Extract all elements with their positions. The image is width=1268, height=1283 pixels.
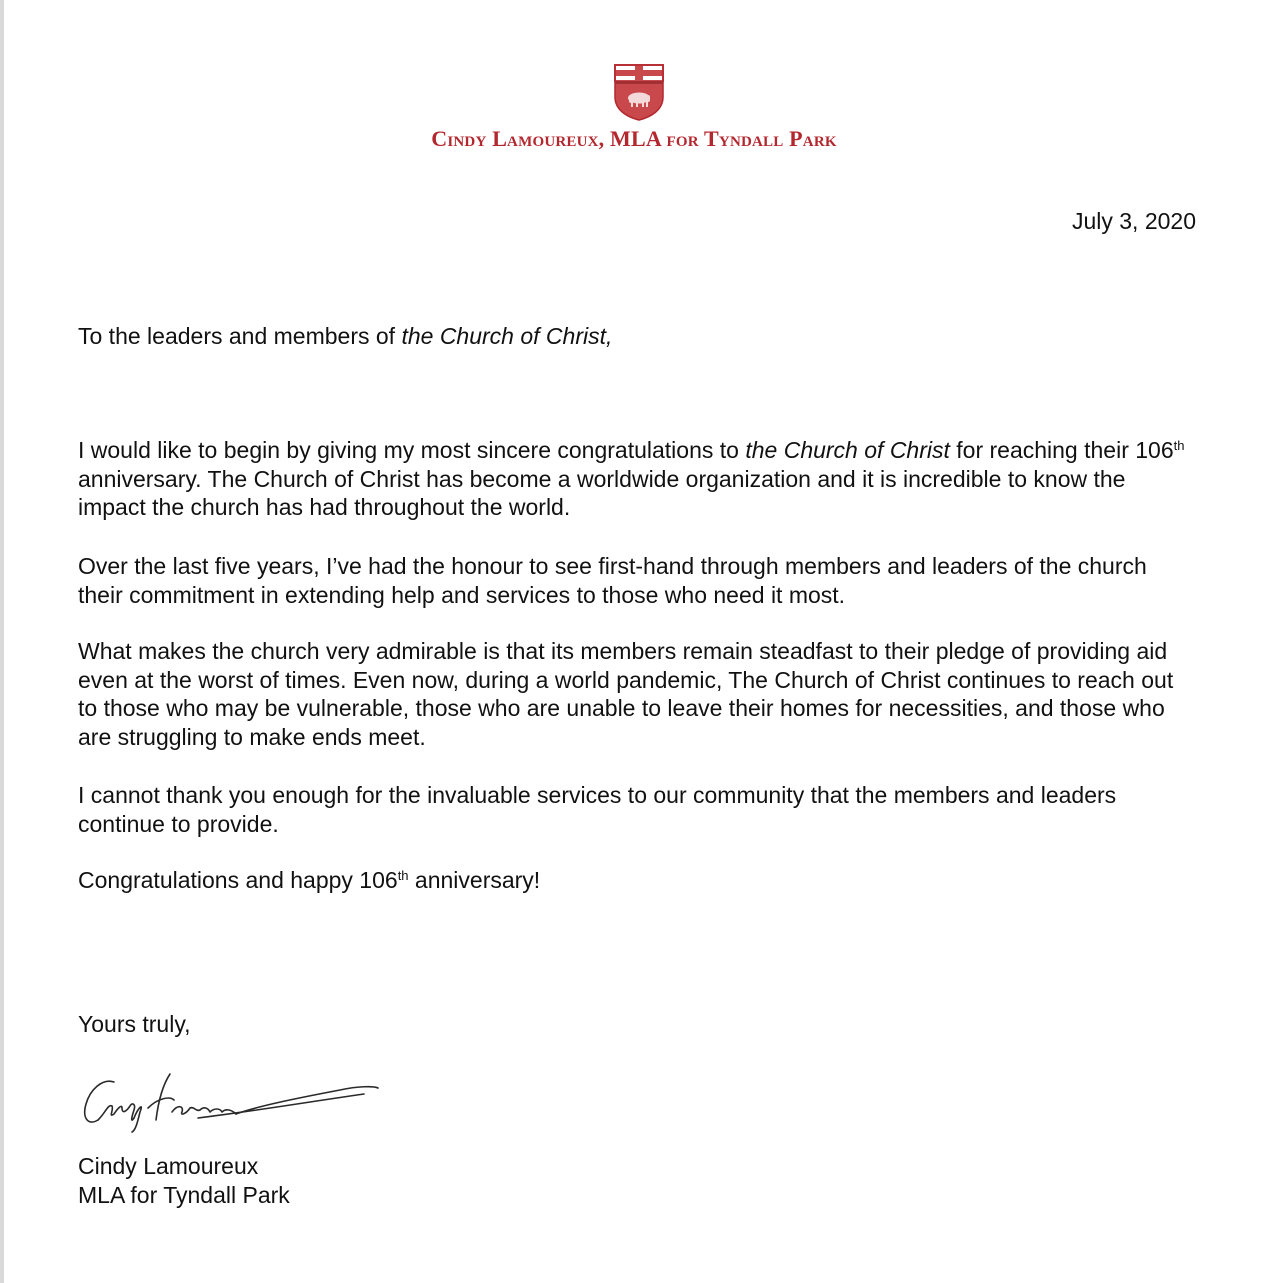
paragraph-3-text: What makes the church very admirable is that its members remain steadfast to their pledge of providing aid even at the worst of times. Even now, during a world pandemic, The Church of Christ continues to reach out to those who may be vulnerable, those who are unable to leave their homes for necessities, and those who are struggling to make ends meet. [78, 638, 1174, 750]
salutation-church-name: the Church of Christ, [401, 323, 613, 349]
paragraph-4-text: I cannot thank you enough for the invaluable services to our community that the members and leaders continue to provide. [78, 782, 1117, 837]
body-paragraph-2 [78, 552, 1188, 609]
paragraph-5-text-b: anniversary! [408, 867, 541, 893]
signature-block [78, 1152, 1188, 1209]
closing-text: Yours truly, [78, 1011, 191, 1037]
paragraph-1-church-name: the Church of Christ [745, 437, 950, 463]
paragraph-1-text-a: I would like to begin by giving my most sincere congratulations to [78, 437, 746, 463]
manitoba-shield-crest-icon [613, 63, 665, 121]
paragraph-5-text-a: Congratulations and happy 106 [78, 867, 398, 893]
ordinal-suffix: th [1173, 438, 1185, 453]
body-paragraph-5 [78, 866, 1188, 895]
handwritten-signature-icon [78, 1068, 388, 1136]
ordinal-suffix: th [397, 868, 409, 883]
body-paragraph-4 [78, 781, 1188, 838]
salutation [78, 322, 1188, 351]
signatory-title: MLA for Tyndall Park [78, 1181, 290, 1208]
signatory-name: Cindy Lamoureux [78, 1153, 259, 1179]
paragraph-2-text: Over the last five years, I’ve had the honour to see first-hand through members and leaders of the church their commitment in extending help and services to those who need it most. [78, 553, 1147, 608]
closing-line [78, 1010, 1188, 1039]
letterhead-title: Cindy Lamoureux, MLA for Tyndall Park [431, 126, 837, 151]
page-edge [0, 0, 4, 1283]
body-paragraph-3 [78, 637, 1188, 751]
body-paragraph-1 [78, 436, 1188, 522]
letter-date: July 3, 2020 [1071, 208, 1196, 234]
salutation-text: To the leaders and members of [78, 323, 402, 349]
paragraph-1-text-b: for reaching their 106 [949, 437, 1174, 463]
paragraph-1-text-c: anniversary. The Church of Christ has become a worldwide organization and it is incredible to know the impact the church has had throughout the world. [78, 465, 1126, 520]
